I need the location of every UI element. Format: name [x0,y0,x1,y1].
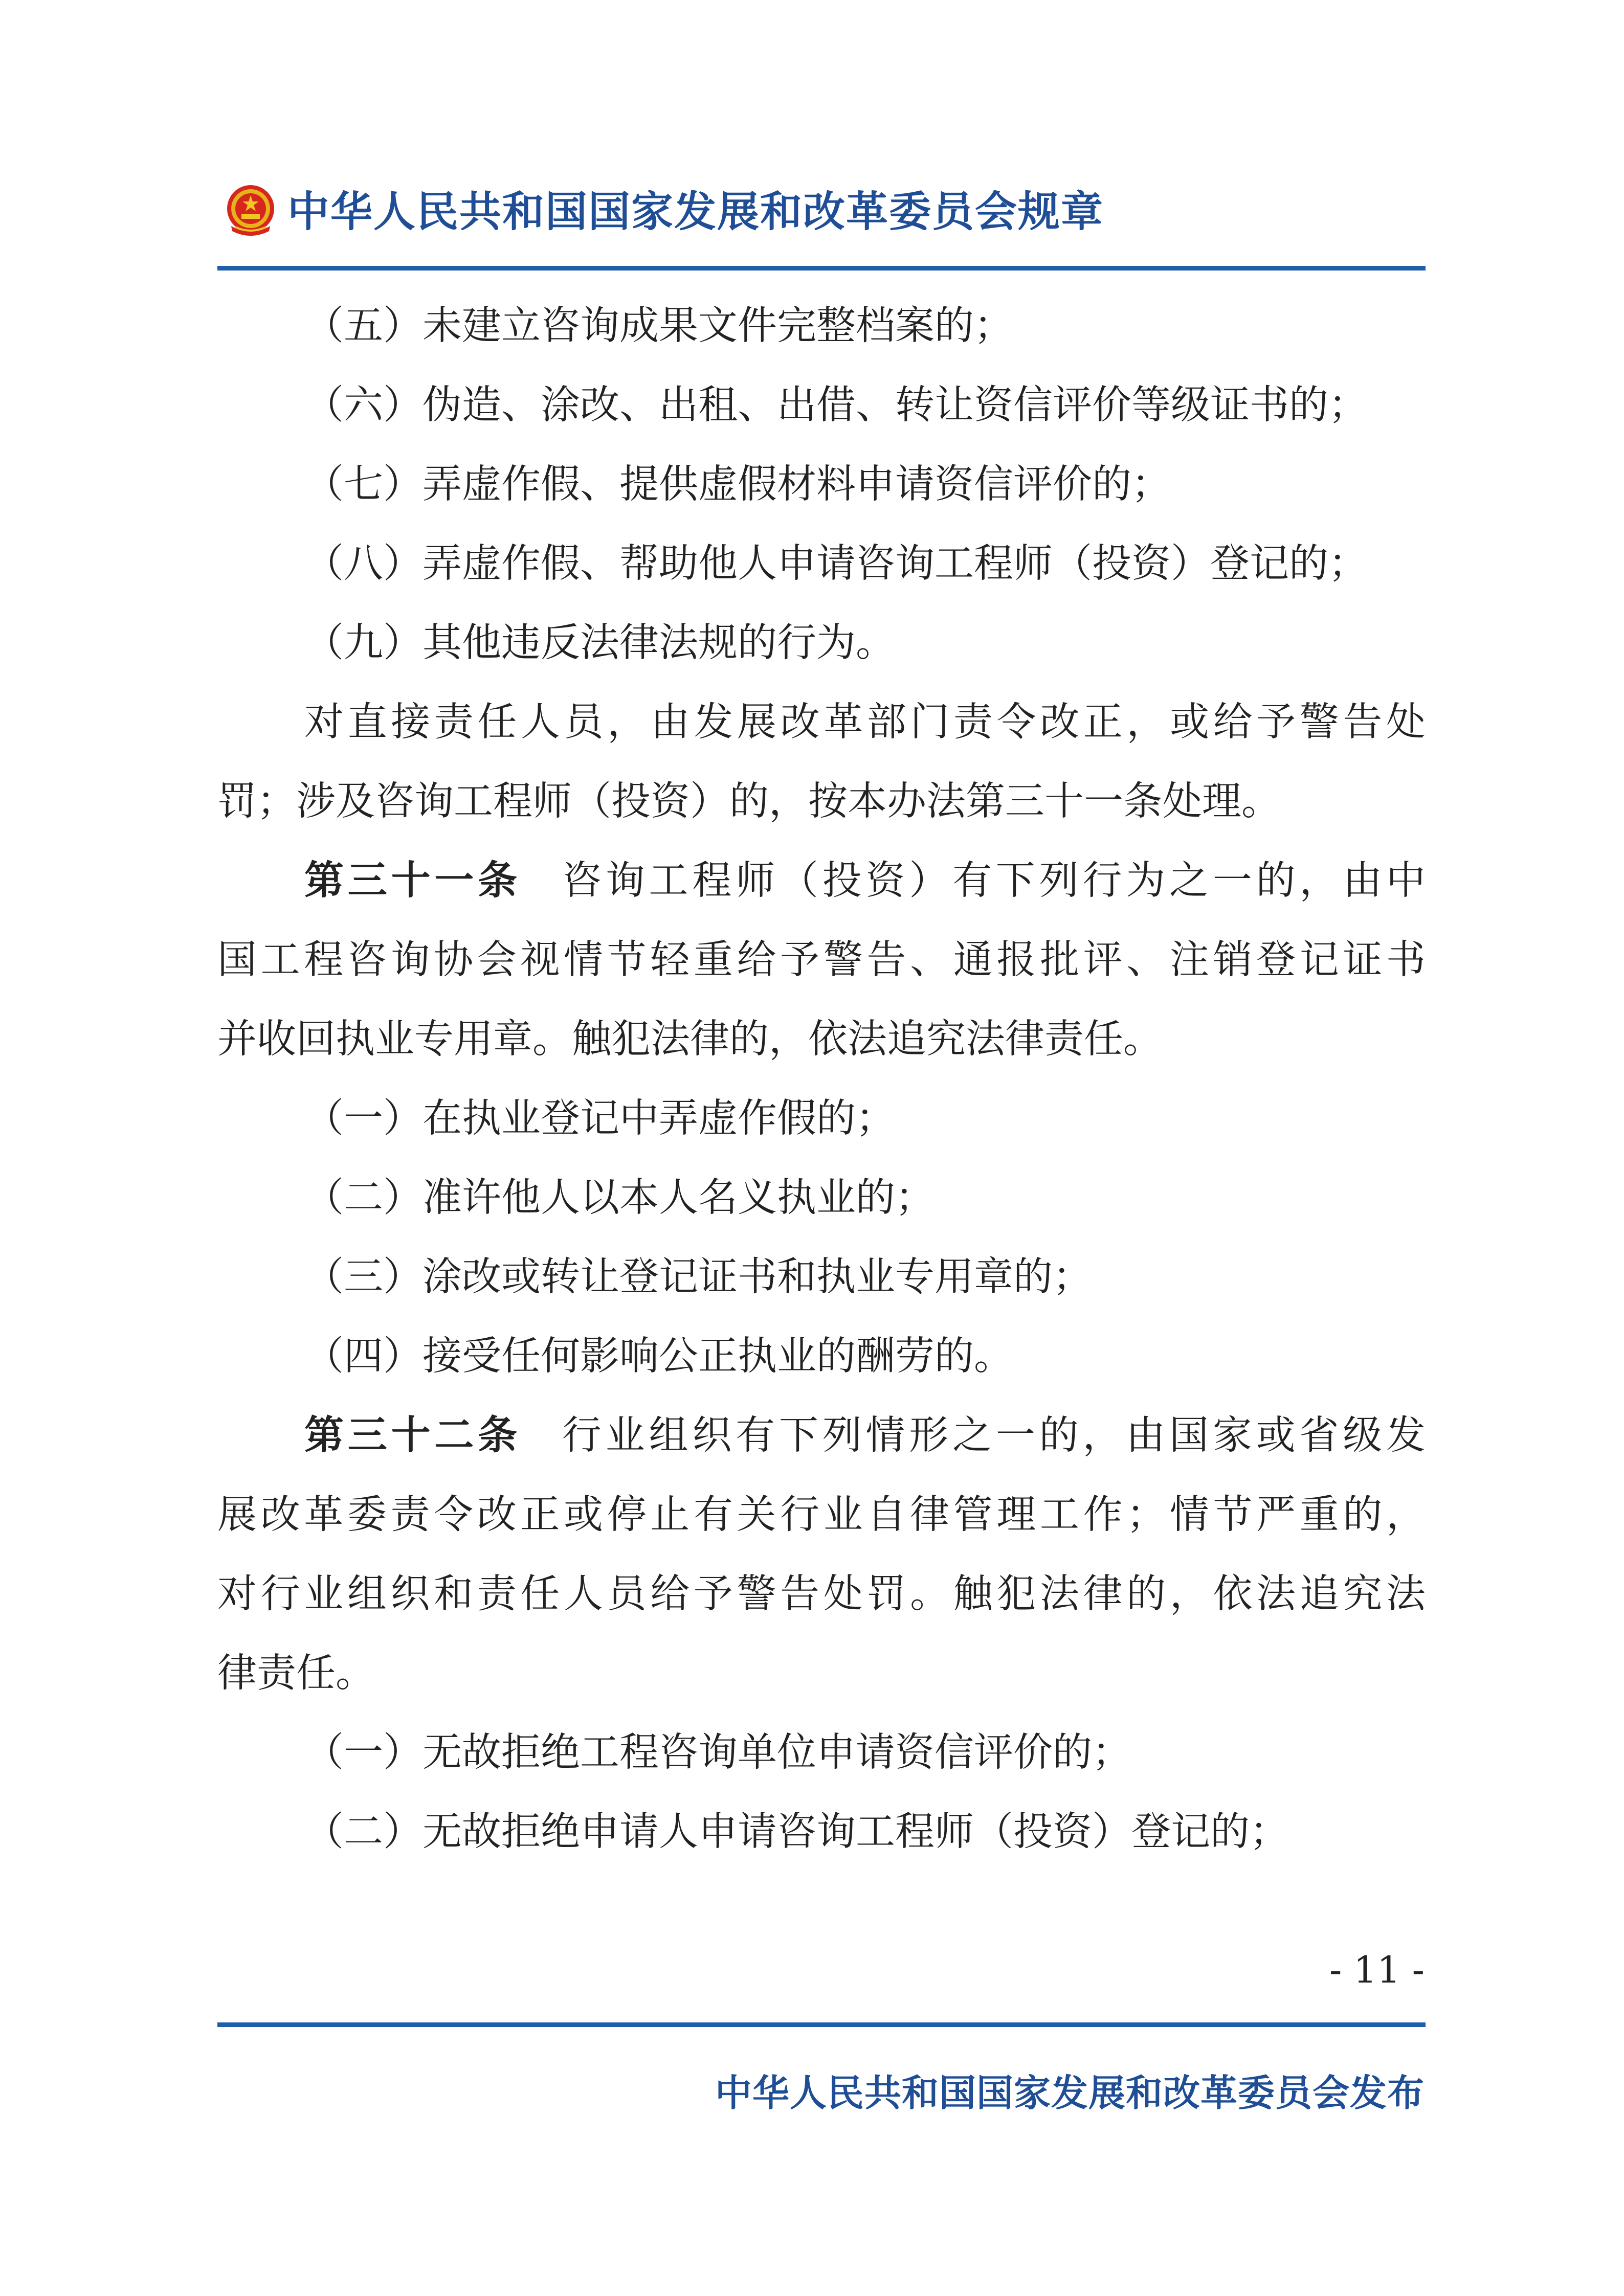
article-text: 行业组织有下列情形之一的，由国家或省级发 [562,1413,1426,1458]
article-title: 第三十二条 [304,1413,521,1458]
article-31-line [217,841,1426,920]
paragraph-line: 展改革委责令改正或停止有关行业自律管理工作；情节严重的， [217,1492,1426,1538]
page-number: - 11 - [1329,1948,1425,1991]
list-item: （一）在执业登记中弄虚作假的； [304,1096,895,1141]
article-32-line [217,1396,1426,1475]
page-header [220,179,1425,245]
footer-publisher: 中华人民共和国国家发展和改革委员会发布 [715,2072,1425,2114]
paragraph-line: 律责任。 [217,1651,375,1696]
paragraph-line: 并收回执业专用章。触犯法律的，依法追究法律责任。 [217,1017,1163,1062]
header-divider [217,266,1426,271]
article-text: 咨询工程师（投资）有下列行为之一的，由中 [562,858,1426,904]
article-title: 第三十一条 [304,858,521,904]
list-item: （八）弄虚作假、帮助他人申请咨询工程师（投资）登记的； [304,541,1368,587]
list-item: （九）其他违反法律法规的行为。 [304,620,895,666]
list-item: （七）弄虚作假、提供虚假材料申请资信评价的； [304,462,1171,507]
paragraph-line: 罚；涉及咨询工程师（投资）的，按本办法第三十一条处理。 [217,779,1281,824]
list-item: （五）未建立咨询成果文件完整档案的； [304,303,1013,349]
paragraph-line: 国工程咨询协会视情节轻重给予警告、通报批评、注销登记证书 [217,937,1426,983]
list-item: （六）伪造、涂改、出租、出借、转让资信评价等级证书的； [304,382,1368,428]
document-body [217,286,1426,1872]
paragraph-line: 对直接责任人员，由发展改革部门责令改正，或给予警告处 [304,700,1426,745]
list-item: （一）无故拒绝工程咨询单位申请资信评价的； [304,1730,1131,1775]
list-item: （二）准许他人以本人名义执业的； [304,1175,935,1221]
list-item: （二）无故拒绝申请人申请咨询工程师（投资）登记的； [304,1809,1289,1855]
paragraph-line: 对行业组织和责任人员给予警告处罚。触犯法律的，依法追究法 [217,1571,1426,1617]
list-item: （四）接受任何影响公正执业的酬劳的。 [304,1334,1013,1379]
header-title: 中华人民共和国国家发展和改革委员会规章 [287,188,1104,236]
list-item: （三）涂改或转让登记证书和执业专用章的； [304,1254,1092,1300]
footer-divider [217,2022,1426,2027]
national-emblem-icon [220,180,281,241]
